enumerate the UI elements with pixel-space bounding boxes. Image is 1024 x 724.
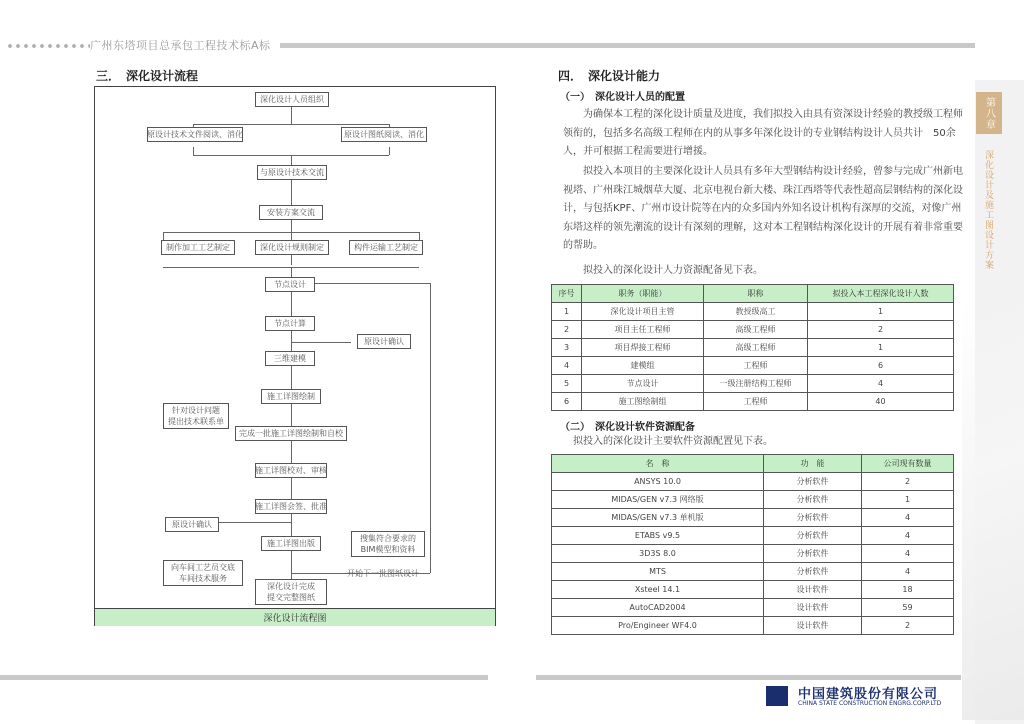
table-row (552, 393, 954, 411)
company-name-en: CHINA STATE CONSTRUCTION ENGRG.CORP.LTD (798, 700, 942, 707)
paragraph-experience: 拟投入本项目的主要深化设计人员具有多年大型钢结构设计经验，曾参与完成广州新电视塔、广州珠江城烟草大厦、北京电视台新大楼、珠江西塔等代表性超高层钢结构的深化设计，与包括KPF、广州市设计院等在内的众多国内外知名设计机构有深厚的交流，对像广州东塔这样的领先潮流的设计有深刻的理解，这对本工程钢结构深化设计的开展有着非常重要的帮助。 (563, 166, 963, 251)
header-dots (6, 43, 90, 49)
flow-node-2: 原设计技术文件阅读、消化 (147, 127, 243, 142)
table-cell: 分析软件 (764, 527, 862, 545)
table-cell: ANSYS 10.0 (552, 473, 764, 491)
table-cell: 2 (808, 321, 954, 339)
table-cell: 2 (552, 321, 582, 339)
staff-table (551, 284, 954, 411)
table-row (552, 303, 954, 321)
footer-rule-right (536, 675, 961, 680)
section-title-capability: 四． 深化设计能力 (558, 69, 661, 83)
flow-node-21: 向车间工艺员交底 车间技术服务 (163, 560, 243, 586)
subsection-software: （二） 深化设计软件资源配备 (560, 422, 695, 433)
flow-chart-caption: 深化设计流程图 (95, 608, 495, 626)
flow-node-18: 原设计确认 (165, 517, 219, 532)
table-row (552, 473, 954, 491)
table-cell: 1 (862, 491, 954, 509)
flow-node-19: 施工详图出版 (261, 536, 321, 551)
table-header: 序号 (552, 285, 582, 303)
table-row (552, 599, 954, 617)
table-cell: 6 (808, 357, 954, 375)
table-header: 功 能 (764, 455, 862, 473)
table-row (552, 509, 954, 527)
flow-node-7: 深化设计规则制定 (255, 240, 329, 255)
header-rule (280, 43, 975, 48)
flow-node-3: 原设计图纸阅读、消化 (341, 127, 427, 142)
company-logo-icon (766, 686, 788, 706)
table-header: 名 称 (552, 455, 764, 473)
paragraph-software-intro: 拟投入的深化设计主要软件资源配置见下表。 (573, 436, 773, 447)
table-cell: 2 (862, 473, 954, 491)
table-header-row (552, 285, 954, 303)
table-cell: 2 (862, 617, 954, 635)
table-cell: Pro/Engineer WF4.0 (552, 617, 764, 635)
flow-node-12: 三维建模 (265, 351, 315, 366)
table-cell: AutoCAD2004 (552, 599, 764, 617)
table-header: 公司现有数量 (862, 455, 954, 473)
table-row (552, 527, 954, 545)
table-row (552, 375, 954, 393)
table-header: 职务（职能） (582, 285, 704, 303)
table-cell: 3 (552, 339, 582, 357)
table-cell: 4 (862, 509, 954, 527)
table-cell: Xsteel 14.1 (552, 581, 764, 599)
table-cell: 6 (552, 393, 582, 411)
table-cell: 40 (808, 393, 954, 411)
table-cell: 项目主任工程师 (582, 321, 704, 339)
flow-node-9: 节点设计 (265, 277, 315, 292)
footer-rule-left (0, 675, 488, 680)
table-cell: MTS (552, 563, 764, 581)
paragraph-staff-table-intro: 拟投入的深化设计人力资源配备见下表。 (583, 265, 763, 276)
flow-node-15: 完成一批施工详图绘制和自校 (235, 426, 347, 441)
table-cell: 1 (552, 303, 582, 321)
table-row (552, 617, 954, 635)
table-cell: 5 (552, 375, 582, 393)
flow-node-22: 深化设计完成 提交完整图纸 (255, 579, 327, 605)
table-cell: 4 (862, 563, 954, 581)
table-row (552, 563, 954, 581)
chapter-tab[interactable]: 第八章 (976, 92, 1002, 134)
table-cell: 教授级高工 (704, 303, 808, 321)
table-cell: 4 (552, 357, 582, 375)
table-cell: 工程师 (704, 357, 808, 375)
subsection-staffing: （一） 深化设计人员的配置 (560, 92, 685, 103)
table-row (552, 581, 954, 599)
company-name-cn: 中国建筑股份有限公司 (798, 687, 939, 702)
side-decoration (962, 300, 1024, 720)
flow-node-5: 安装方案交流 (259, 205, 323, 220)
paragraph-staffing: 为确保本工程的深化设计质量及进度，我们拟投入由具有资深设计经验的教授级工程师领衔的，包括多名高级工程师在内的从事多年深化设计的专业钢结构设计人员共计 50余人，并可根据工程需要进行增援。 (563, 109, 963, 157)
table-cell: 4 (862, 545, 954, 563)
table-cell: 1 (808, 339, 954, 357)
table-cell: 3D3S 8.0 (552, 545, 764, 563)
table-cell: 设计软件 (764, 617, 862, 635)
table-cell: MIDAS/GEN v7.3 网络版 (552, 491, 764, 509)
table-cell: 4 (808, 375, 954, 393)
table-cell: 项目焊接工程师 (582, 339, 704, 357)
table-cell: 高级工程师 (704, 339, 808, 357)
table-cell: 1 (808, 303, 954, 321)
table-cell: 分析软件 (764, 509, 862, 527)
table-row (552, 321, 954, 339)
flow-node-17: 施工详图会签、批准 (255, 499, 327, 514)
table-header: 职称 (704, 285, 808, 303)
table-header-row (552, 455, 954, 473)
flow-node-20: 搜集符合要求的 BIM模型和资料 (351, 531, 425, 557)
table-cell: 分析软件 (764, 473, 862, 491)
flow-node-11: 原设计确认 (357, 334, 411, 349)
table-cell: 设计软件 (764, 599, 862, 617)
table-cell: MIDAS/GEN v7.3 单机版 (552, 509, 764, 527)
table-cell: 工程师 (704, 393, 808, 411)
table-cell: 分析软件 (764, 545, 862, 563)
chapter-title-vertical: 深化设计及施工图设计方案 (983, 150, 993, 270)
flow-node-4: 与原设计技术交流 (257, 165, 327, 180)
table-cell: 59 (862, 599, 954, 617)
table-row (552, 491, 954, 509)
table-cell: 分析软件 (764, 491, 862, 509)
table-cell: ETABS v9.5 (552, 527, 764, 545)
table-cell: 高级工程师 (704, 321, 808, 339)
table-cell: 节点设计 (582, 375, 704, 393)
table-row (552, 339, 954, 357)
table-row (552, 357, 954, 375)
flow-node-23: 开始下一批图纸设计 (347, 569, 419, 578)
table-cell: 4 (862, 527, 954, 545)
table-header: 拟投入本工程深化设计人数 (808, 285, 954, 303)
flow-node-14: 针对设计问题 提出技术联系单 (163, 403, 229, 429)
software-table (551, 454, 954, 635)
table-cell: 深化设计项目主管 (582, 303, 704, 321)
flow-node-16: 施工详图校对、审核 (255, 463, 327, 478)
table-row (552, 545, 954, 563)
flow-node-10: 节点计算 (265, 316, 315, 331)
table-cell: 18 (862, 581, 954, 599)
flow-node-13: 施工详图绘制 (261, 389, 321, 404)
flow-node-6: 制作加工工艺制定 (161, 240, 235, 255)
table-cell: 施工图绘制组 (582, 393, 704, 411)
flow-node-8: 构件运输工艺制定 (349, 240, 423, 255)
header-title: 广州东塔项目总承包工程技术标A标 (90, 39, 271, 52)
table-cell: 设计软件 (764, 581, 862, 599)
table-cell: 分析软件 (764, 563, 862, 581)
flow-node-1: 深化设计人员组织 (255, 92, 329, 107)
section-title-process: 三． 深化设计流程 (96, 69, 199, 83)
table-cell: 建模组 (582, 357, 704, 375)
table-cell: 一级注册结构工程师 (704, 375, 808, 393)
flow-chart (94, 86, 496, 626)
